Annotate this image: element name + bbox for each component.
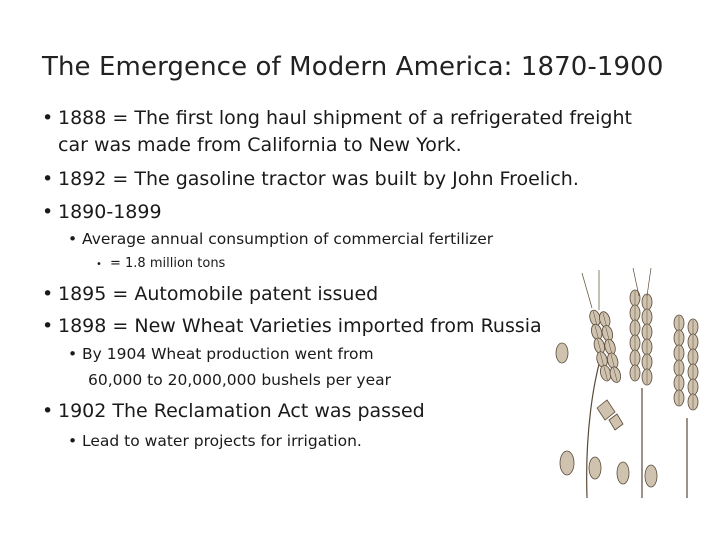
bullet-item-1890s: [42, 201, 162, 223]
wheat-illustration-icon: [547, 268, 717, 498]
bullet-glyph: •: [42, 107, 54, 129]
bullet-text: 1898 = New Wheat Varieties imported from Russia: [58, 315, 542, 337]
slide-title: The Emergence of Modern America: 1870-1900: [42, 52, 664, 82]
bullet-glyph: •: [68, 345, 78, 363]
bullet-text: Lead to water projects for irrigation.: [82, 432, 362, 450]
bullet-continuation: 60,000 to 20,000,000 bushels per year: [88, 371, 391, 389]
bullet-glyph: •: [68, 230, 78, 248]
bullet-item-1892: [42, 168, 579, 190]
bullet-item-1902: [42, 400, 425, 422]
bullet-glyph: •: [42, 400, 54, 422]
bullet-item-1898: [42, 315, 542, 337]
bullet-text: = 1.8 million tons: [110, 256, 226, 271]
bullet-glyph: •: [96, 259, 102, 270]
bullet-text: 1888 = The first long haul shipment of a refrigerated freight: [58, 107, 632, 129]
bullet-text: 1890-1899: [58, 201, 162, 223]
wheat-head-right: [674, 315, 698, 498]
bullet-glyph: •: [68, 432, 78, 450]
bullet-glyph: •: [42, 315, 54, 337]
bullet-glyph: •: [42, 283, 54, 305]
bullet-glyph: •: [42, 201, 54, 223]
bullet-text: Average annual consumption of commercial fertilizer: [82, 230, 494, 248]
bullet-text: 1902 The Reclamation Act was passed: [58, 400, 425, 422]
wheat-head-middle: [630, 268, 652, 498]
bullet-item-1895: [42, 283, 378, 305]
bullet-continuation: car was made from California to New York.: [58, 134, 462, 156]
sub-bullet-fertilizer: [68, 230, 493, 248]
sub-sub-bullet-tons: [96, 256, 225, 271]
bullet-text: 1892 = The gasoline tractor was built by John Froelich.: [58, 168, 579, 190]
bullet-glyph: •: [42, 168, 54, 190]
bullet-text: By 1904 Wheat production went from: [82, 345, 374, 363]
sub-bullet-irrigation: [68, 432, 362, 450]
sub-bullet-wheat-production: [68, 345, 374, 363]
bullet-item-1888: [42, 107, 632, 129]
bullet-text: 1895 = Automobile patent issued: [58, 283, 379, 305]
